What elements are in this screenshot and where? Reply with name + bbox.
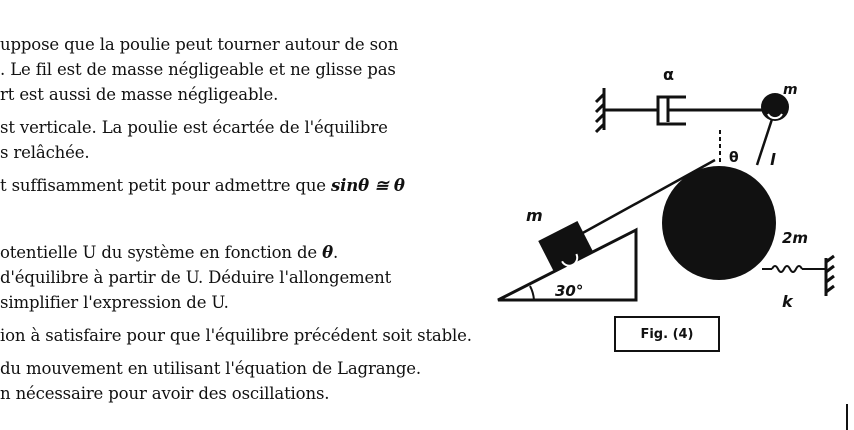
damper	[604, 97, 770, 124]
small-angle-formula: sinθ ≅ θ	[331, 176, 405, 195]
angle-label: 30°	[555, 282, 584, 300]
text-line-11: du mouvement en utilisant l'équation de Lagrange.	[0, 359, 421, 378]
text-line-12: n nécessaire pour avoir des oscillations.	[0, 384, 330, 403]
theta-label: θ	[729, 150, 739, 166]
spring	[762, 266, 826, 272]
text-line-9: simplifier l'expression de U.	[0, 293, 229, 312]
text-line-5: s relâchée.	[0, 143, 90, 162]
theta-symbol: θ	[322, 243, 333, 262]
block-mass-label: m	[526, 206, 543, 225]
spring-constant-label: k	[782, 292, 793, 311]
pendulum-mass-label: m	[783, 82, 798, 98]
text-line-8: d'équilibre à partir de U. Déduire l'allongement	[0, 268, 392, 287]
text-line-7-b: .	[332, 243, 339, 262]
text-line-7-a: otentielle U du système en fonction de	[0, 243, 323, 262]
text-line-6	[0, 176, 405, 196]
text-line-1: uppose que la poulie peut tourner autour de son	[0, 35, 399, 54]
text-line-4: st verticale. La poulie est écartée de l'équilibre	[0, 118, 388, 137]
pulley-mass-label: 2m	[782, 229, 809, 247]
text-line-6-a: t suffisamment petit pour admettre que	[0, 176, 332, 195]
right-wall	[826, 256, 834, 296]
edge-mark	[846, 404, 848, 430]
left-wall	[596, 88, 604, 132]
alpha-label: α	[663, 65, 674, 84]
figure-caption: Fig. (4)	[614, 316, 720, 352]
text-line-7	[0, 243, 338, 263]
text-line-10: ion à satisfaire pour que l'équilibre précédent soit stable.	[0, 326, 472, 345]
pulley	[662, 166, 776, 280]
rod-length-label: l	[770, 150, 776, 169]
mechanical-system-figure	[490, 20, 854, 360]
text-line-3: rt est aussi de masse négligeable.	[0, 85, 279, 104]
text-line-2: . Le fil est de masse négligeable et ne glisse pas	[0, 60, 396, 79]
